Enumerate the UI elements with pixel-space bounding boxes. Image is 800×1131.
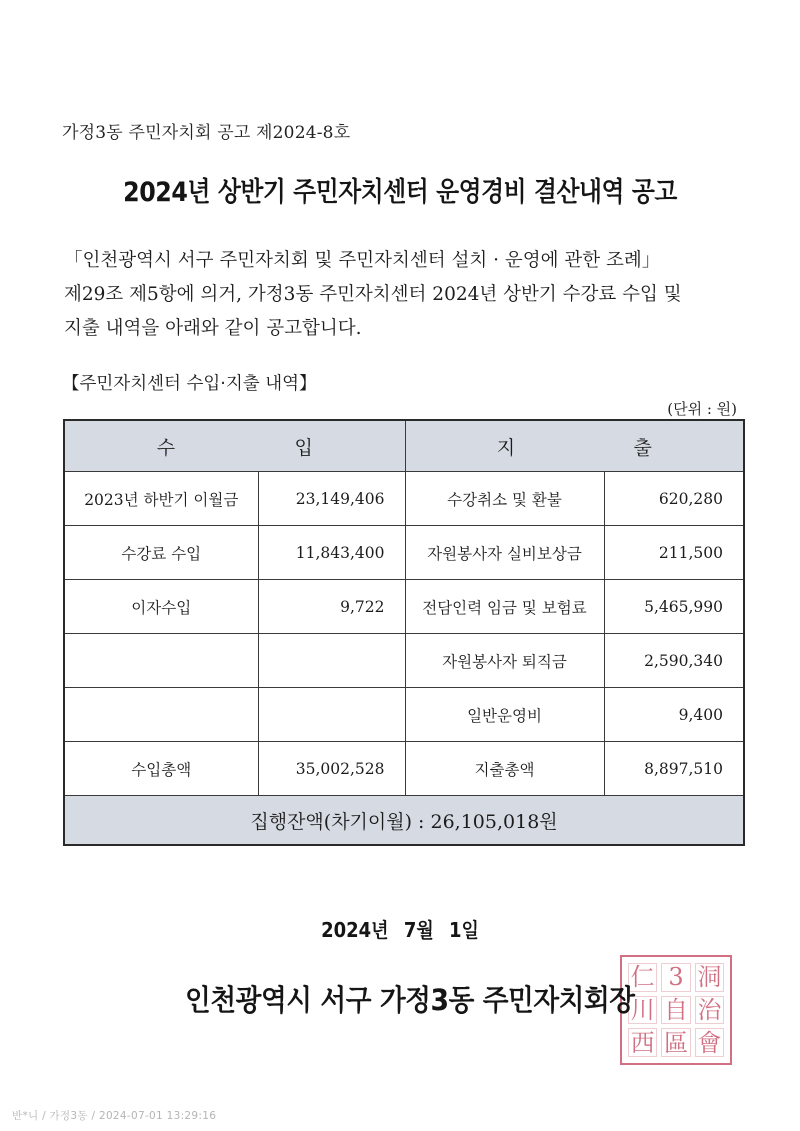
table-row [64, 472, 744, 526]
intro-line-2: 제29조 제5항에 의거, 가정3동 주민자치센터 2024년 상반기 수강료 수입 및 [64, 284, 682, 305]
intro-paragraph [64, 244, 754, 346]
income-label [64, 688, 258, 742]
seal-char: 會 [695, 1028, 724, 1057]
expense-label: 수강취소 및 환불 [405, 472, 604, 526]
expense-label: 일반운영비 [405, 688, 604, 742]
scan-footer-stamp: 반*니 / 가정3동 / 2024-07-01 13:29:16 [12, 1110, 217, 1122]
seal-char: 川 [628, 996, 657, 1025]
document-title: 2024년 상반기 주민자치센터 운영경비 결산내역 공고 [123, 177, 677, 208]
intro-line-1: 「인천광역시 서구 주민자치회 및 주민자치센터 설치 · 운영에 관한 조례」 [64, 250, 661, 271]
income-amount: 11,843,400 [258, 526, 405, 580]
balance-carryover: 집행잔액(차기이월) : 26,105,018원 [64, 796, 744, 846]
income-header-char-1: 수 [156, 436, 176, 459]
seal-char: 西 [628, 1028, 657, 1057]
income-expense-table [63, 419, 745, 846]
seal-char: 區 [661, 1028, 690, 1057]
expense-header-char-2: 출 [633, 436, 652, 459]
income-amount: 9,722 [258, 580, 405, 634]
expense-total-amount: 8,897,510 [604, 742, 744, 796]
income-total-label: 수입총액 [64, 742, 258, 796]
expense-label: 자원봉사자 퇴직금 [405, 634, 604, 688]
seal-char: 自 [661, 996, 690, 1025]
expense-label: 전담인력 임금 및 보험료 [405, 580, 604, 634]
table-row [64, 634, 744, 688]
unit-note: (단위 : 원) [667, 400, 737, 418]
expense-amount: 211,500 [604, 526, 744, 580]
income-label: 2023년 하반기 이월금 [64, 472, 258, 526]
table-row [64, 580, 744, 634]
official-seal-stamp [620, 955, 732, 1065]
table-row [64, 688, 744, 742]
income-label [64, 634, 258, 688]
expense-label: 자원봉사자 실비보상금 [405, 526, 604, 580]
income-total-amount: 35,002,528 [258, 742, 405, 796]
seal-char: 治 [695, 996, 724, 1025]
expense-amount: 9,400 [604, 688, 744, 742]
income-amount [258, 688, 405, 742]
table-row [64, 526, 744, 580]
section-heading: 【주민자치센터 수입·지출 내역】 [62, 374, 317, 394]
totals-row [64, 742, 744, 796]
expense-amount: 2,590,340 [604, 634, 744, 688]
expense-amount: 5,465,990 [604, 580, 744, 634]
income-header-char-2: 입 [294, 436, 313, 459]
seal-char: 仁 [628, 963, 657, 992]
balance-row [64, 796, 744, 846]
income-amount: 23,149,406 [258, 472, 405, 526]
signatory-name: 인천광역시 서구 가정3동 주민자치회장 [185, 983, 635, 1017]
income-amount [258, 634, 405, 688]
intro-line-3: 지출 내역을 아래와 같이 공고합니다. [64, 318, 362, 339]
expense-header [405, 420, 744, 472]
document-number: 가정3동 주민자치회 공고 제2024-8호 [62, 123, 351, 143]
seal-char: 洞 [695, 963, 724, 992]
income-label: 수강료 수입 [64, 526, 258, 580]
expense-amount: 620,280 [604, 472, 744, 526]
income-header [64, 420, 405, 472]
seal-char: 3 [661, 963, 690, 992]
expense-total-label: 지출총액 [405, 742, 604, 796]
expense-header-char-1: 지 [496, 436, 516, 459]
announcement-date: 2024년 7월 1일 [321, 918, 479, 942]
income-label: 이자수입 [64, 580, 258, 634]
table-header-row [64, 420, 744, 472]
